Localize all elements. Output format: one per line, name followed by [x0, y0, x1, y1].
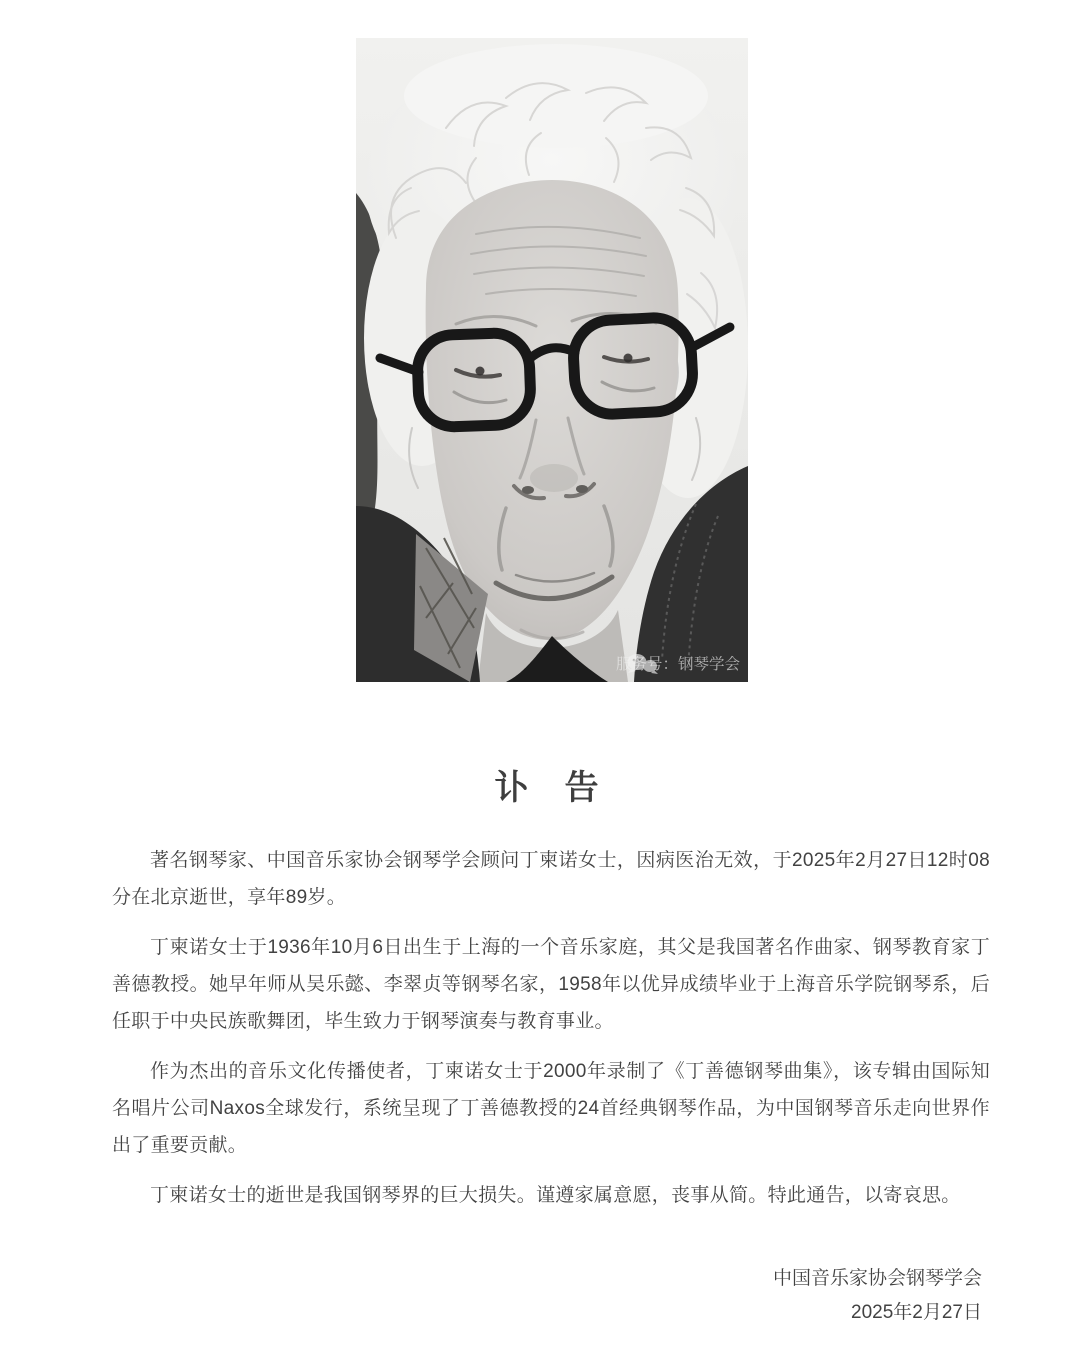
paragraph-death-announcement: 著名钢琴家、中国音乐家协会钢琴学会顾问丁柬诺女士，因病医治无效，于2025年2月27日12时08分在北京逝世，享年89岁。 [112, 850, 990, 908]
signature-block [112, 1262, 982, 1330]
notice-title: 讣 告 [494, 769, 600, 807]
photo-watermark [616, 654, 741, 674]
watermark-label: 服务号：钢琴学会 [615, 656, 740, 673]
signature-organization: 中国音乐家协会钢琴学会 [772, 1268, 982, 1289]
paragraph-condolence: 丁柬诺女士的逝世是我国钢琴界的巨大损失。谨遵家属意愿，丧事从简。特此通告，以寄哀思。 [150, 1185, 961, 1206]
paragraph-achievements: 作为杰出的音乐文化传播使者，丁柬诺女士于2000年录制了《丁善德钢琴曲集》，该专辑由国际知名唱片公司Naxos全球发行，系统呈现了丁善德教授的24首经典钢琴作品，为中国钢琴音乐走向世界作出了重要贡献。 [112, 1061, 990, 1156]
paragraph-biography: 丁柬诺女士于1936年10月6日出生于上海的一个音乐家庭，其父是我国著名作曲家、钢琴教育家丁善德教授。她早年师从吴乐懿、李翠贞等钢琴名家，1958年以优异成绩毕业于上海音乐学院钢琴系，后任职于中央民族歌舞团，毕生致力于钢琴演奏与教育事业。 [112, 937, 990, 1032]
signature-date: 2025年2月27日 [851, 1302, 982, 1323]
portrait-photo [356, 38, 748, 682]
notice-body [112, 842, 990, 1227]
portrait-photo-image [356, 38, 748, 682]
